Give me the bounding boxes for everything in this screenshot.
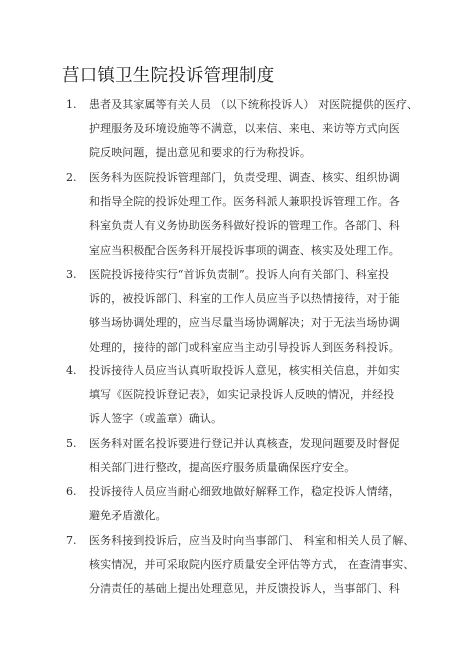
item-text-line: 分清责任的基础上提出处理意见，并反馈投诉人，当事部门、科 <box>89 582 400 596</box>
item-text-line: 核实情况，并可采取院内医疗质量安全评估等方式， 在查清事实、 <box>89 558 415 572</box>
item-number: 4. <box>66 364 77 377</box>
item-number: 2. <box>66 171 77 184</box>
item-text-line: 够当场协调处理的，应当尽量当场协调解决；对于无法当场协调 <box>89 316 400 330</box>
item-text-line: 填写《医院投诉登记表》，如实记录投诉人反映的情况，并经投 <box>89 388 395 402</box>
item-text-line: 医务科为医院投诉管理部门，负责受理、调查、核实、组织协调 <box>89 171 400 184</box>
item-text-line: 护理服务及环境设施等不满意，以来信、来电、来访等方式向医 <box>89 122 400 136</box>
item-number: 1. <box>66 98 77 111</box>
item-text-line: 投诉接待人员应当认真听取投诉人意见，核实相关信息，并如实 <box>89 364 400 377</box>
item-number: 6. <box>66 485 77 498</box>
item-text-line: 患者及其家属等有关人员 （以下统称投诉人） 对医院提供的医疗、 <box>89 98 419 111</box>
item-text-line: 投诉接待人员应当耐心细致地做好解释工作，稳定投诉人情绪， <box>89 485 400 498</box>
item-text-line: 科室负责人有义务协助医务科做好投诉的管理工作。各部门、科 <box>89 219 400 233</box>
item-text-line: 避免矛盾激化。 <box>89 509 167 523</box>
document-title: 莒口镇卫生院投诉管理制度 <box>62 66 275 86</box>
item-number: 7. <box>66 534 77 547</box>
item-text-line: 医院投诉接待实行“首诉负责制”。投诉人向有关部门、科室投 <box>89 268 390 281</box>
item-text-line: 相关部门进行整改，提高医疗服务质量确保医疗安全。 <box>89 461 356 475</box>
item-number: 5. <box>66 437 77 450</box>
item-text-line: 医务科对匿名投诉要进行登记并认真核查，发现问题要及时督促 <box>89 437 400 450</box>
item-text-line: 室应当积极配合医务科开展投诉事项的调查、核实及处理工作。 <box>89 243 400 257</box>
item-text-line: 院反映问题，提出意见和要求的行为称投诉。 <box>89 146 311 160</box>
item-text-line: 和指导全院的投诉处理工作。医务科派人兼职投诉管理工作。各 <box>89 195 400 209</box>
item-number: 3. <box>66 268 77 281</box>
item-text-line: 诉的，被投诉部门、科室的工作人员应当予以热情接待，对于能 <box>89 292 400 306</box>
item-text-line: 医务科接到投诉后，应当及时向当事部门、 科室和相关人员了解、 <box>89 534 415 547</box>
item-text-line: 诉人签字（或盖章）确认。 <box>89 412 223 426</box>
item-text-line: 处理的，接待的部门或科室应当主动引导投诉人到医务科投诉。 <box>89 340 400 354</box>
